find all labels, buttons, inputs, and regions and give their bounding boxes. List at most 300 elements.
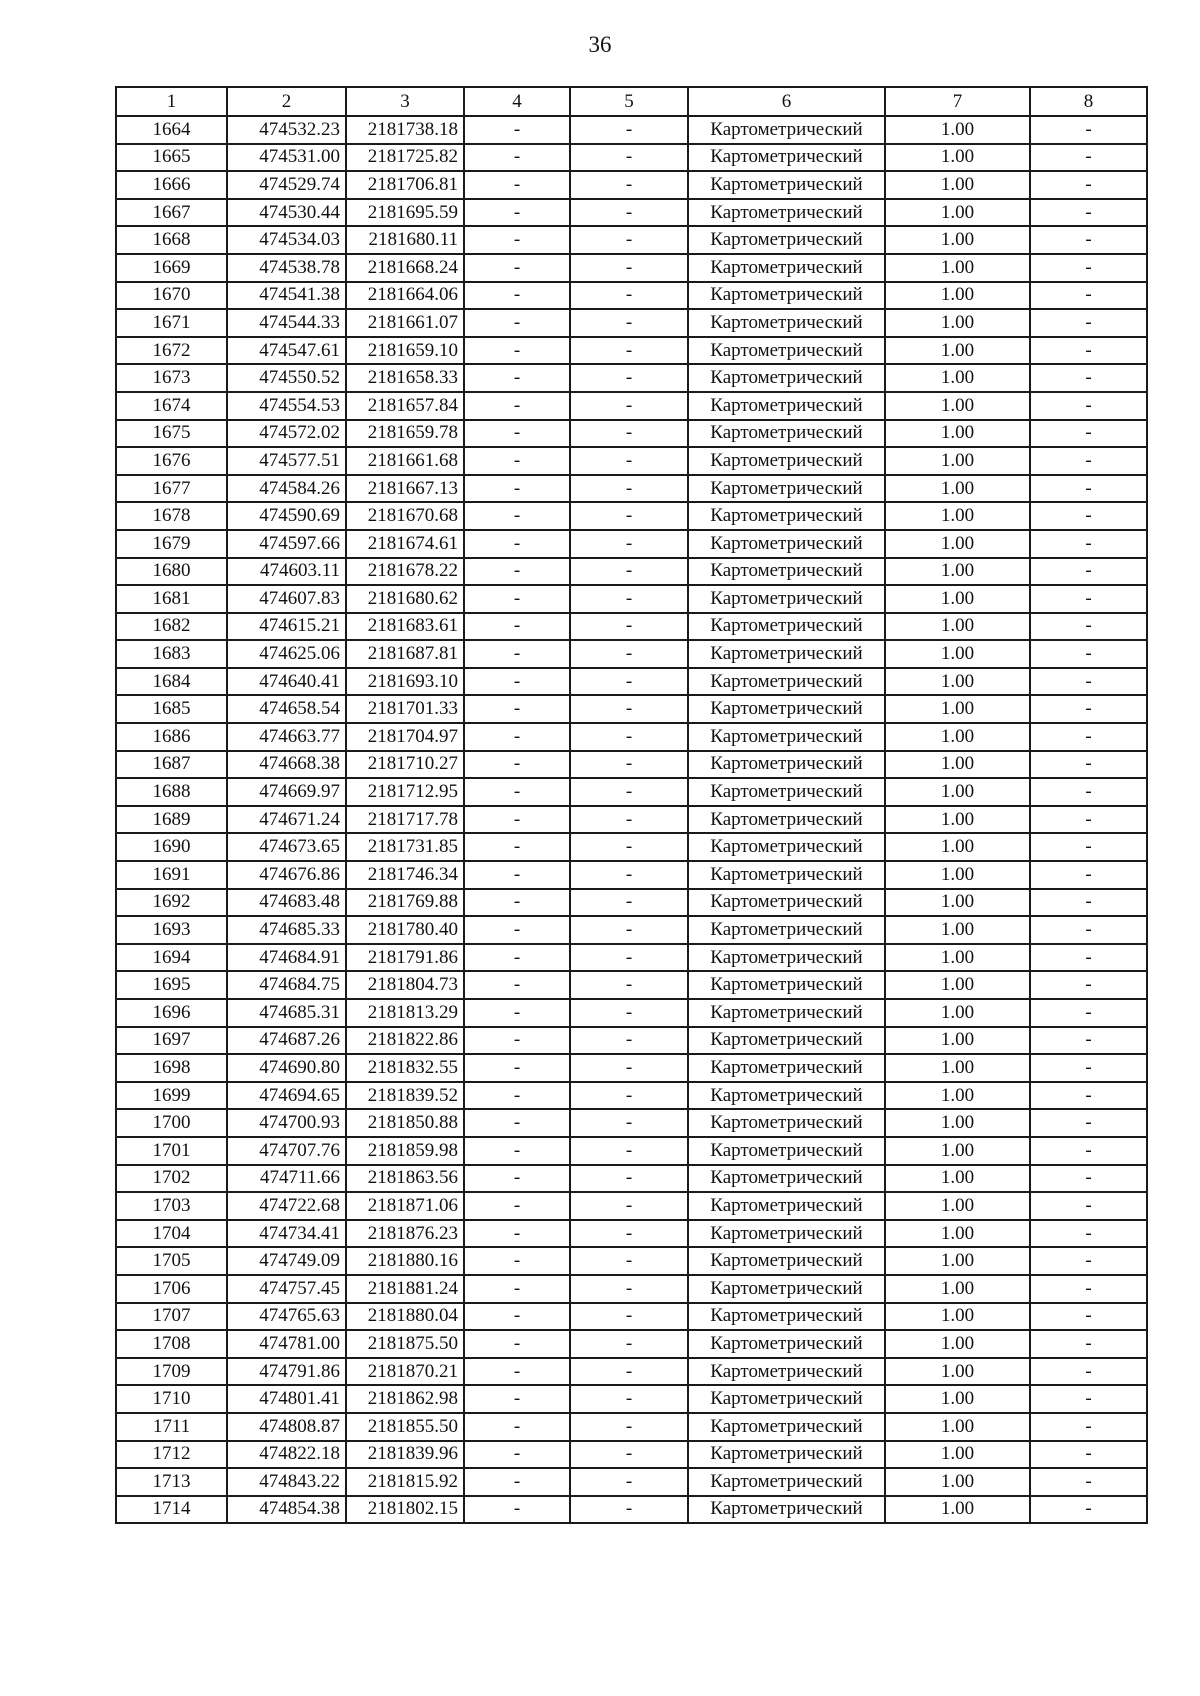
column-5-value-cell: - bbox=[570, 364, 688, 392]
y-coordinate-cell: 2181668.24 bbox=[346, 254, 464, 282]
method-cell: Картометрический bbox=[688, 778, 885, 806]
x-coordinate-cell: 474603.11 bbox=[227, 558, 346, 586]
x-coordinate-cell: 474673.65 bbox=[227, 833, 346, 861]
method-cell: Картометрический bbox=[688, 971, 885, 999]
x-coordinate-cell: 474668.38 bbox=[227, 751, 346, 779]
method-cell: Картометрический bbox=[688, 916, 885, 944]
column-8-value-cell: - bbox=[1030, 585, 1147, 613]
column-8-value-cell: - bbox=[1030, 1220, 1147, 1248]
column-5-value-cell: - bbox=[570, 1441, 688, 1469]
x-coordinate-cell: 474544.33 bbox=[227, 309, 346, 337]
coordinates-table bbox=[115, 86, 1148, 1524]
method-cell: Картометрический bbox=[688, 1413, 885, 1441]
y-coordinate-cell: 2181701.33 bbox=[346, 695, 464, 723]
method-cell: Картометрический bbox=[688, 613, 885, 641]
column-8-value-cell: - bbox=[1030, 861, 1147, 889]
x-coordinate-cell: 474584.26 bbox=[227, 475, 346, 503]
page-number: 36 bbox=[588, 32, 612, 57]
accuracy-cell: 1.00 bbox=[885, 475, 1030, 503]
accuracy-cell: 1.00 bbox=[885, 1027, 1030, 1055]
column-8-value-cell: - bbox=[1030, 1303, 1147, 1331]
column-4-value-cell: - bbox=[464, 337, 570, 365]
column-4-value-cell: - bbox=[464, 530, 570, 558]
method-cell: Картометрический bbox=[688, 309, 885, 337]
column-header-2: 2 bbox=[227, 87, 346, 116]
column-8-value-cell: - bbox=[1030, 1247, 1147, 1275]
column-4-value-cell: - bbox=[464, 1275, 570, 1303]
column-5-value-cell: - bbox=[570, 530, 688, 558]
point-number-cell: 1670 bbox=[116, 282, 227, 310]
accuracy-cell: 1.00 bbox=[885, 420, 1030, 448]
accuracy-cell: 1.00 bbox=[885, 1109, 1030, 1137]
x-coordinate-cell: 474554.53 bbox=[227, 392, 346, 420]
x-coordinate-cell: 474669.97 bbox=[227, 778, 346, 806]
method-cell: Картометрический bbox=[688, 447, 885, 475]
method-cell: Картометрический bbox=[688, 1027, 885, 1055]
accuracy-cell: 1.00 bbox=[885, 1137, 1030, 1165]
table-row bbox=[116, 971, 1147, 999]
accuracy-cell: 1.00 bbox=[885, 944, 1030, 972]
column-5-value-cell: - bbox=[570, 1165, 688, 1193]
point-number-cell: 1693 bbox=[116, 916, 227, 944]
column-4-value-cell: - bbox=[464, 1413, 570, 1441]
method-cell: Картометрический bbox=[688, 999, 885, 1027]
y-coordinate-cell: 2181683.61 bbox=[346, 613, 464, 641]
table-row bbox=[116, 1247, 1147, 1275]
method-cell: Картометрический bbox=[688, 1385, 885, 1413]
accuracy-cell: 1.00 bbox=[885, 695, 1030, 723]
y-coordinate-cell: 2181693.10 bbox=[346, 668, 464, 696]
table-row bbox=[116, 447, 1147, 475]
column-8-value-cell: - bbox=[1030, 1192, 1147, 1220]
column-8-value-cell: - bbox=[1030, 806, 1147, 834]
y-coordinate-cell: 2181859.98 bbox=[346, 1137, 464, 1165]
column-8-value-cell: - bbox=[1030, 723, 1147, 751]
column-4-value-cell: - bbox=[464, 1247, 570, 1275]
table-row bbox=[116, 916, 1147, 944]
table-row bbox=[116, 1082, 1147, 1110]
column-5-value-cell: - bbox=[570, 226, 688, 254]
point-number-cell: 1699 bbox=[116, 1082, 227, 1110]
column-8-value-cell: - bbox=[1030, 889, 1147, 917]
x-coordinate-cell: 474690.80 bbox=[227, 1054, 346, 1082]
column-8-value-cell: - bbox=[1030, 171, 1147, 199]
y-coordinate-cell: 2181871.06 bbox=[346, 1192, 464, 1220]
column-4-value-cell: - bbox=[464, 1303, 570, 1331]
accuracy-cell: 1.00 bbox=[885, 447, 1030, 475]
y-coordinate-cell: 2181658.33 bbox=[346, 364, 464, 392]
column-5-value-cell: - bbox=[570, 171, 688, 199]
y-coordinate-cell: 2181822.86 bbox=[346, 1027, 464, 1055]
column-8-value-cell: - bbox=[1030, 1496, 1147, 1524]
point-number-cell: 1706 bbox=[116, 1275, 227, 1303]
accuracy-cell: 1.00 bbox=[885, 502, 1030, 530]
column-4-value-cell: - bbox=[464, 1027, 570, 1055]
column-header-7: 7 bbox=[885, 87, 1030, 116]
y-coordinate-cell: 2181706.81 bbox=[346, 171, 464, 199]
y-coordinate-cell: 2181678.22 bbox=[346, 558, 464, 586]
method-cell: Картометрический bbox=[688, 420, 885, 448]
table-row bbox=[116, 1385, 1147, 1413]
column-4-value-cell: - bbox=[464, 613, 570, 641]
accuracy-cell: 1.00 bbox=[885, 199, 1030, 227]
point-number-cell: 1677 bbox=[116, 475, 227, 503]
table-row bbox=[116, 475, 1147, 503]
accuracy-cell: 1.00 bbox=[885, 1413, 1030, 1441]
column-4-value-cell: - bbox=[464, 1137, 570, 1165]
x-coordinate-cell: 474687.26 bbox=[227, 1027, 346, 1055]
column-header-8: 8 bbox=[1030, 87, 1147, 116]
column-8-value-cell: - bbox=[1030, 1275, 1147, 1303]
table-row bbox=[116, 806, 1147, 834]
column-5-value-cell: - bbox=[570, 1303, 688, 1331]
table-row bbox=[116, 778, 1147, 806]
column-8-value-cell: - bbox=[1030, 613, 1147, 641]
x-coordinate-cell: 474607.83 bbox=[227, 585, 346, 613]
point-number-cell: 1698 bbox=[116, 1054, 227, 1082]
y-coordinate-cell: 2181670.68 bbox=[346, 502, 464, 530]
column-4-value-cell: - bbox=[464, 668, 570, 696]
point-number-cell: 1671 bbox=[116, 309, 227, 337]
y-coordinate-cell: 2181839.52 bbox=[346, 1082, 464, 1110]
table-row bbox=[116, 226, 1147, 254]
accuracy-cell: 1.00 bbox=[885, 778, 1030, 806]
y-coordinate-cell: 2181862.98 bbox=[346, 1385, 464, 1413]
column-5-value-cell: - bbox=[570, 640, 688, 668]
column-4-value-cell: - bbox=[464, 1468, 570, 1496]
point-number-cell: 1684 bbox=[116, 668, 227, 696]
column-4-value-cell: - bbox=[464, 1054, 570, 1082]
accuracy-cell: 1.00 bbox=[885, 392, 1030, 420]
column-4-value-cell: - bbox=[464, 999, 570, 1027]
y-coordinate-cell: 2181661.68 bbox=[346, 447, 464, 475]
method-cell: Картометрический bbox=[688, 364, 885, 392]
table-row bbox=[116, 833, 1147, 861]
x-coordinate-cell: 474843.22 bbox=[227, 1468, 346, 1496]
x-coordinate-cell: 474597.66 bbox=[227, 530, 346, 558]
point-number-cell: 1700 bbox=[116, 1109, 227, 1137]
point-number-cell: 1678 bbox=[116, 502, 227, 530]
method-cell: Картометрический bbox=[688, 116, 885, 144]
y-coordinate-cell: 2181659.10 bbox=[346, 337, 464, 365]
column-header-3: 3 bbox=[346, 87, 464, 116]
method-cell: Картометрический bbox=[688, 944, 885, 972]
y-coordinate-cell: 2181855.50 bbox=[346, 1413, 464, 1441]
table-row bbox=[116, 1220, 1147, 1248]
x-coordinate-cell: 474684.91 bbox=[227, 944, 346, 972]
x-coordinate-cell: 474757.45 bbox=[227, 1275, 346, 1303]
column-5-value-cell: - bbox=[570, 1358, 688, 1386]
column-8-value-cell: - bbox=[1030, 1054, 1147, 1082]
accuracy-cell: 1.00 bbox=[885, 364, 1030, 392]
method-cell: Картометрический bbox=[688, 1330, 885, 1358]
method-cell: Картометрический bbox=[688, 475, 885, 503]
y-coordinate-cell: 2181717.78 bbox=[346, 806, 464, 834]
accuracy-cell: 1.00 bbox=[885, 806, 1030, 834]
column-4-value-cell: - bbox=[464, 171, 570, 199]
accuracy-cell: 1.00 bbox=[885, 889, 1030, 917]
table-row bbox=[116, 889, 1147, 917]
column-5-value-cell: - bbox=[570, 668, 688, 696]
column-8-value-cell: - bbox=[1030, 1330, 1147, 1358]
point-number-cell: 1674 bbox=[116, 392, 227, 420]
column-5-value-cell: - bbox=[570, 1137, 688, 1165]
point-number-cell: 1666 bbox=[116, 171, 227, 199]
accuracy-cell: 1.00 bbox=[885, 254, 1030, 282]
y-coordinate-cell: 2181876.23 bbox=[346, 1220, 464, 1248]
point-number-cell: 1675 bbox=[116, 420, 227, 448]
y-coordinate-cell: 2181813.29 bbox=[346, 999, 464, 1027]
x-coordinate-cell: 474722.68 bbox=[227, 1192, 346, 1220]
point-number-cell: 1690 bbox=[116, 833, 227, 861]
method-cell: Картометрический bbox=[688, 1054, 885, 1082]
column-4-value-cell: - bbox=[464, 944, 570, 972]
table-row bbox=[116, 364, 1147, 392]
table-row bbox=[116, 585, 1147, 613]
table-row bbox=[116, 1303, 1147, 1331]
column-4-value-cell: - bbox=[464, 420, 570, 448]
table-row bbox=[116, 1027, 1147, 1055]
point-number-cell: 1697 bbox=[116, 1027, 227, 1055]
column-8-value-cell: - bbox=[1030, 144, 1147, 172]
point-number-cell: 1689 bbox=[116, 806, 227, 834]
column-8-value-cell: - bbox=[1030, 1441, 1147, 1469]
column-4-value-cell: - bbox=[464, 364, 570, 392]
method-cell: Картометрический bbox=[688, 1082, 885, 1110]
column-4-value-cell: - bbox=[464, 1441, 570, 1469]
y-coordinate-cell: 2181731.85 bbox=[346, 833, 464, 861]
method-cell: Картометрический bbox=[688, 1468, 885, 1496]
y-coordinate-cell: 2181746.34 bbox=[346, 861, 464, 889]
point-number-cell: 1711 bbox=[116, 1413, 227, 1441]
x-coordinate-cell: 474765.63 bbox=[227, 1303, 346, 1331]
column-8-value-cell: - bbox=[1030, 475, 1147, 503]
column-5-value-cell: - bbox=[570, 999, 688, 1027]
point-number-cell: 1685 bbox=[116, 695, 227, 723]
column-5-value-cell: - bbox=[570, 392, 688, 420]
table-row bbox=[116, 613, 1147, 641]
method-cell: Картометрический bbox=[688, 1303, 885, 1331]
column-5-value-cell: - bbox=[570, 1413, 688, 1441]
x-coordinate-cell: 474529.74 bbox=[227, 171, 346, 199]
column-5-value-cell: - bbox=[570, 558, 688, 586]
point-number-cell: 1680 bbox=[116, 558, 227, 586]
point-number-cell: 1713 bbox=[116, 1468, 227, 1496]
accuracy-cell: 1.00 bbox=[885, 1441, 1030, 1469]
y-coordinate-cell: 2181875.50 bbox=[346, 1330, 464, 1358]
x-coordinate-cell: 474530.44 bbox=[227, 199, 346, 227]
y-coordinate-cell: 2181704.97 bbox=[346, 723, 464, 751]
y-coordinate-cell: 2181661.07 bbox=[346, 309, 464, 337]
accuracy-cell: 1.00 bbox=[885, 1303, 1030, 1331]
column-5-value-cell: - bbox=[570, 1496, 688, 1524]
point-number-cell: 1710 bbox=[116, 1385, 227, 1413]
table-row bbox=[116, 1496, 1147, 1524]
column-4-value-cell: - bbox=[464, 695, 570, 723]
y-coordinate-cell: 2181659.78 bbox=[346, 420, 464, 448]
accuracy-cell: 1.00 bbox=[885, 282, 1030, 310]
method-cell: Картометрический bbox=[688, 889, 885, 917]
table-row bbox=[116, 751, 1147, 779]
table-row bbox=[116, 309, 1147, 337]
y-coordinate-cell: 2181725.82 bbox=[346, 144, 464, 172]
x-coordinate-cell: 474615.21 bbox=[227, 613, 346, 641]
point-number-cell: 1683 bbox=[116, 640, 227, 668]
point-number-cell: 1705 bbox=[116, 1247, 227, 1275]
point-number-cell: 1707 bbox=[116, 1303, 227, 1331]
point-number-cell: 1708 bbox=[116, 1330, 227, 1358]
y-coordinate-cell: 2181710.27 bbox=[346, 751, 464, 779]
table-row bbox=[116, 116, 1147, 144]
column-4-value-cell: - bbox=[464, 1192, 570, 1220]
table-row bbox=[116, 1468, 1147, 1496]
y-coordinate-cell: 2181738.18 bbox=[346, 116, 464, 144]
column-header-4: 4 bbox=[464, 87, 570, 116]
point-number-cell: 1665 bbox=[116, 144, 227, 172]
column-5-value-cell: - bbox=[570, 1468, 688, 1496]
column-8-value-cell: - bbox=[1030, 668, 1147, 696]
column-5-value-cell: - bbox=[570, 585, 688, 613]
column-5-value-cell: - bbox=[570, 971, 688, 999]
column-5-value-cell: - bbox=[570, 723, 688, 751]
column-4-value-cell: - bbox=[464, 861, 570, 889]
column-5-value-cell: - bbox=[570, 1054, 688, 1082]
x-coordinate-cell: 474547.61 bbox=[227, 337, 346, 365]
method-cell: Картометрический bbox=[688, 392, 885, 420]
method-cell: Картометрический bbox=[688, 1247, 885, 1275]
column-4-value-cell: - bbox=[464, 1109, 570, 1137]
point-number-cell: 1669 bbox=[116, 254, 227, 282]
column-8-value-cell: - bbox=[1030, 1082, 1147, 1110]
column-4-value-cell: - bbox=[464, 889, 570, 917]
accuracy-cell: 1.00 bbox=[885, 833, 1030, 861]
x-coordinate-cell: 474808.87 bbox=[227, 1413, 346, 1441]
table-header-row bbox=[116, 87, 1147, 116]
x-coordinate-cell: 474590.69 bbox=[227, 502, 346, 530]
column-4-value-cell: - bbox=[464, 309, 570, 337]
method-cell: Картометрический bbox=[688, 585, 885, 613]
table-row bbox=[116, 944, 1147, 972]
accuracy-cell: 1.00 bbox=[885, 723, 1030, 751]
column-8-value-cell: - bbox=[1030, 254, 1147, 282]
x-coordinate-cell: 474749.09 bbox=[227, 1247, 346, 1275]
accuracy-cell: 1.00 bbox=[885, 585, 1030, 613]
point-number-cell: 1681 bbox=[116, 585, 227, 613]
column-header-1: 1 bbox=[116, 87, 227, 116]
point-number-cell: 1704 bbox=[116, 1220, 227, 1248]
point-number-cell: 1664 bbox=[116, 116, 227, 144]
column-4-value-cell: - bbox=[464, 558, 570, 586]
table-row bbox=[116, 1358, 1147, 1386]
x-coordinate-cell: 474640.41 bbox=[227, 668, 346, 696]
column-4-value-cell: - bbox=[464, 144, 570, 172]
table-row bbox=[116, 144, 1147, 172]
method-cell: Картометрический bbox=[688, 751, 885, 779]
accuracy-cell: 1.00 bbox=[885, 1192, 1030, 1220]
column-8-value-cell: - bbox=[1030, 1165, 1147, 1193]
column-4-value-cell: - bbox=[464, 1082, 570, 1110]
method-cell: Картометрический bbox=[688, 1275, 885, 1303]
y-coordinate-cell: 2181880.16 bbox=[346, 1247, 464, 1275]
column-4-value-cell: - bbox=[464, 1220, 570, 1248]
point-number-cell: 1702 bbox=[116, 1165, 227, 1193]
column-4-value-cell: - bbox=[464, 226, 570, 254]
column-4-value-cell: - bbox=[464, 640, 570, 668]
column-4-value-cell: - bbox=[464, 502, 570, 530]
point-number-cell: 1676 bbox=[116, 447, 227, 475]
column-5-value-cell: - bbox=[570, 282, 688, 310]
accuracy-cell: 1.00 bbox=[885, 1468, 1030, 1496]
table-row bbox=[116, 640, 1147, 668]
column-4-value-cell: - bbox=[464, 1496, 570, 1524]
table-row bbox=[116, 1192, 1147, 1220]
column-4-value-cell: - bbox=[464, 199, 570, 227]
y-coordinate-cell: 2181863.56 bbox=[346, 1165, 464, 1193]
column-header-6: 6 bbox=[688, 87, 885, 116]
column-5-value-cell: - bbox=[570, 116, 688, 144]
column-5-value-cell: - bbox=[570, 944, 688, 972]
table-row bbox=[116, 668, 1147, 696]
method-cell: Картометрический bbox=[688, 1441, 885, 1469]
method-cell: Картометрический bbox=[688, 1358, 885, 1386]
y-coordinate-cell: 2181657.84 bbox=[346, 392, 464, 420]
table-row bbox=[116, 999, 1147, 1027]
column-8-value-cell: - bbox=[1030, 337, 1147, 365]
table-row bbox=[116, 861, 1147, 889]
point-number-cell: 1701 bbox=[116, 1137, 227, 1165]
column-8-value-cell: - bbox=[1030, 226, 1147, 254]
accuracy-cell: 1.00 bbox=[885, 337, 1030, 365]
table-row bbox=[116, 1109, 1147, 1137]
x-coordinate-cell: 474694.65 bbox=[227, 1082, 346, 1110]
accuracy-cell: 1.00 bbox=[885, 916, 1030, 944]
y-coordinate-cell: 2181839.96 bbox=[346, 1441, 464, 1469]
point-number-cell: 1667 bbox=[116, 199, 227, 227]
x-coordinate-cell: 474684.75 bbox=[227, 971, 346, 999]
method-cell: Картометрический bbox=[688, 1496, 885, 1524]
method-cell: Картометрический bbox=[688, 640, 885, 668]
y-coordinate-cell: 2181804.73 bbox=[346, 971, 464, 999]
method-cell: Картометрический bbox=[688, 1137, 885, 1165]
x-coordinate-cell: 474534.03 bbox=[227, 226, 346, 254]
method-cell: Картометрический bbox=[688, 723, 885, 751]
accuracy-cell: 1.00 bbox=[885, 530, 1030, 558]
table-body bbox=[116, 116, 1147, 1523]
accuracy-cell: 1.00 bbox=[885, 1275, 1030, 1303]
column-8-value-cell: - bbox=[1030, 199, 1147, 227]
method-cell: Картометрический bbox=[688, 695, 885, 723]
column-8-value-cell: - bbox=[1030, 971, 1147, 999]
accuracy-cell: 1.00 bbox=[885, 1082, 1030, 1110]
column-5-value-cell: - bbox=[570, 1385, 688, 1413]
column-5-value-cell: - bbox=[570, 1192, 688, 1220]
column-4-value-cell: - bbox=[464, 254, 570, 282]
y-coordinate-cell: 2181870.21 bbox=[346, 1358, 464, 1386]
column-4-value-cell: - bbox=[464, 116, 570, 144]
column-4-value-cell: - bbox=[464, 282, 570, 310]
column-5-value-cell: - bbox=[570, 144, 688, 172]
method-cell: Картометрический bbox=[688, 668, 885, 696]
point-number-cell: 1673 bbox=[116, 364, 227, 392]
accuracy-cell: 1.00 bbox=[885, 171, 1030, 199]
y-coordinate-cell: 2181667.13 bbox=[346, 475, 464, 503]
table-row bbox=[116, 1275, 1147, 1303]
accuracy-cell: 1.00 bbox=[885, 1165, 1030, 1193]
point-number-cell: 1682 bbox=[116, 613, 227, 641]
point-number-cell: 1694 bbox=[116, 944, 227, 972]
table-row bbox=[116, 723, 1147, 751]
column-4-value-cell: - bbox=[464, 1165, 570, 1193]
